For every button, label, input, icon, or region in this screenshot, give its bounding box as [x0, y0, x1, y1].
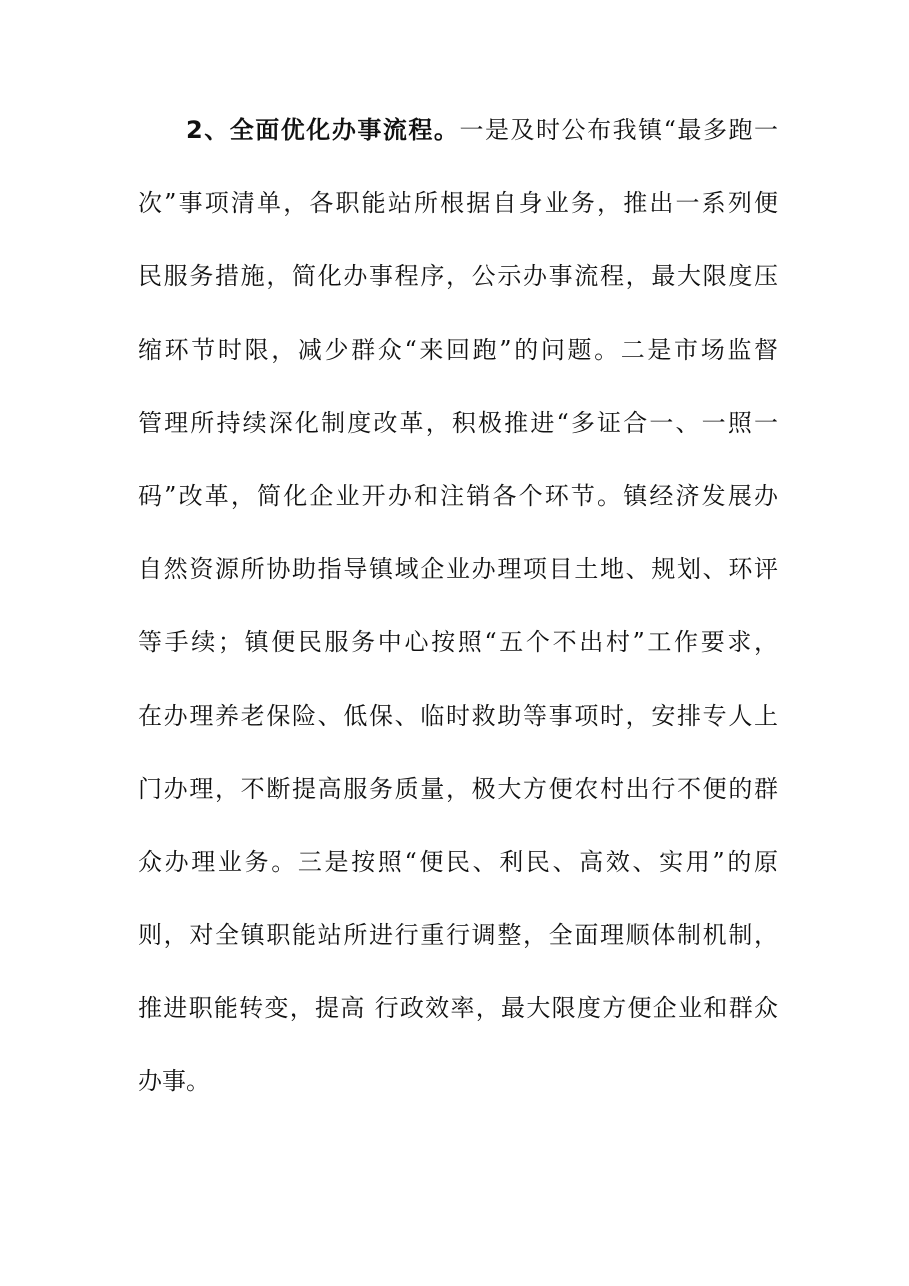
paragraph-line-7: 自然资源所协助指导镇域企业办理项目土地、规划、环评 — [138, 555, 778, 584]
paragraph-line-2: 次”事项清单，各职能站所根据自身业务，推出一系列便 — [138, 189, 778, 218]
body-paragraph — [138, 118, 778, 1143]
paragraph-line-11: 众办理业务。三是按照“便民、利民、高效、实用”的原 — [138, 847, 778, 876]
paragraph-line-text: 一是及时公布我镇“最多跑一 — [459, 116, 778, 144]
paragraph-line-8: 等手续；镇便民服务中心按照“五个不出村”工作要求， — [138, 628, 778, 657]
paragraph-line-13: 推进职能转变，提高 行政效率，最大限度方便企业和群众 — [138, 994, 778, 1023]
paragraph-line-6: 码”改革，简化企业开办和注销各个环节。镇经济发展办 — [138, 481, 778, 510]
paragraph-line-12: 则，对全镇职能站所进行重行调整，全面理顺体制机制， — [138, 921, 778, 950]
paragraph-line-10: 门办理，不断提高服务质量，极大方便农村出行不便的群 — [138, 774, 778, 803]
paragraph-line-1 — [138, 118, 778, 142]
paragraph-line-5: 管理所持续深化制度改革，积极推进“多证合一、一照一 — [138, 408, 778, 437]
section-heading: 2、全面优化办事流程。 — [186, 116, 460, 144]
paragraph-line-14: 办事。 — [138, 1067, 210, 1096]
paragraph-line-3: 民服务措施，简化办事程序，公示办事流程，最大限度压 — [138, 262, 778, 291]
paragraph-line-9: 在办理养老保险、低保、临时救助等事项时，安排专人上 — [138, 701, 778, 730]
paragraph-line-4: 缩环节时限，减少群众“来回跑”的问题。二是市场监督 — [138, 335, 778, 364]
